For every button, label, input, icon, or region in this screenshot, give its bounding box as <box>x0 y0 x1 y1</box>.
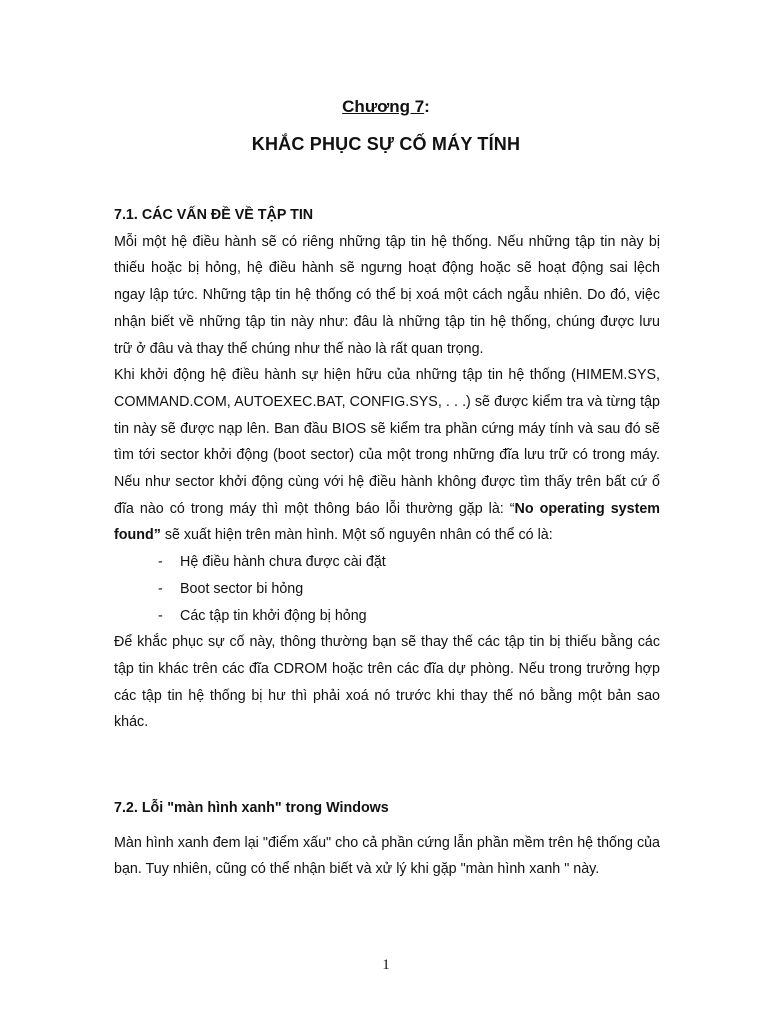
section-heading: 7.1. CÁC VẤN ĐỀ VỀ TẬP TIN <box>114 207 314 223</box>
list-item-text: Boot sector bi hỏng <box>180 580 304 597</box>
list-item <box>114 603 660 630</box>
list-item <box>114 576 660 603</box>
paragraph-text: sẽ xuất hiện trên màn hình. Một số nguyên nhân có thể có là: <box>160 527 553 544</box>
section-blue-screen <box>114 795 660 883</box>
paragraph: Để khắc phục sự cố này, thông thường bạn sẽ thay thế các tập tin bị thiếu bằng các tập tin khác trên các đĩa CDROM hoặc trên các đĩa dự phòng. Nếu trong trưởng hợp các tập tin hệ thống bị hư thì phải xoá nó trước khi thay thế nó bằng một bản sao khác. <box>114 634 660 731</box>
section-file-problems <box>114 202 660 736</box>
paragraph: Màn hình xanh đem lại "điểm xấu" cho cả phần cứng lẫn phần mềm trên hệ thống của bạn. Tuy nhiên, cũng có thể nhận biết và xử lý khi gặp "màn hình xanh " này. <box>114 834 660 878</box>
bullet-dash: - <box>158 554 163 571</box>
chapter-colon: : <box>424 97 430 116</box>
list-item-text: Các tập tin khởi động bị hỏng <box>180 607 367 624</box>
chapter-number: Chương 7 <box>342 97 425 116</box>
list-item <box>114 549 660 576</box>
cause-list <box>114 549 660 629</box>
chapter-title: KHẮC PHỤC SỰ CỐ MÁY TÍNH <box>251 134 521 154</box>
paragraph: Mỗi một hệ điều hành sẽ có riêng những tập tin hệ thống. Nếu những tập tin này bị thiếu hoặc bị hỏng, hệ điều hành sẽ ngưng hoạt động hoặc sẽ hoạt động sai lệch ngay lập tức. Những tập tin hệ thống có thể bị xoá một cách ngẫu nhiên. Do đó, việc nhận biết về những tập tin này như: đâu là những tập tin hệ thống, chúng được lưu trữ ở đâu và thay thế chúng như thế nào là rất quan trọng. <box>114 233 660 357</box>
bullet-dash: - <box>158 607 163 624</box>
page-number: 1 <box>382 957 390 973</box>
error-message: No operating system found” <box>114 500 660 544</box>
bullet-dash: - <box>158 580 163 597</box>
paragraph <box>114 362 660 549</box>
chapter-label <box>0 97 768 117</box>
paragraph-text: Khi khởi động hệ điều hành sự hiện hữu của những tập tin hệ thống (HIMEM.SYS, COMMAND.COM, AUTOEXEC.BAT, CONFIG.SYS, . . .) sẽ được kiểm tra và từng tập tin này sẽ được nạp lên. Ban đầu BIOS sẽ kiểm tra phần cứng máy tính và sau đó sẽ tìm tới sector khởi động (boot sector) của một trong những đĩa lưu trữ có trong máy. Nếu như sector khởi động cùng với hệ điều hành không được tìm thấy trên bất cứ ổ đĩa nào có trong máy thì một thông báo lỗi thường gặp là: “ <box>114 367 660 517</box>
section-heading: 7.2. Lỗi "màn hình xanh" trong Windows <box>114 800 389 816</box>
list-item-text: Hệ điều hành chưa được cài đặt <box>180 554 386 571</box>
